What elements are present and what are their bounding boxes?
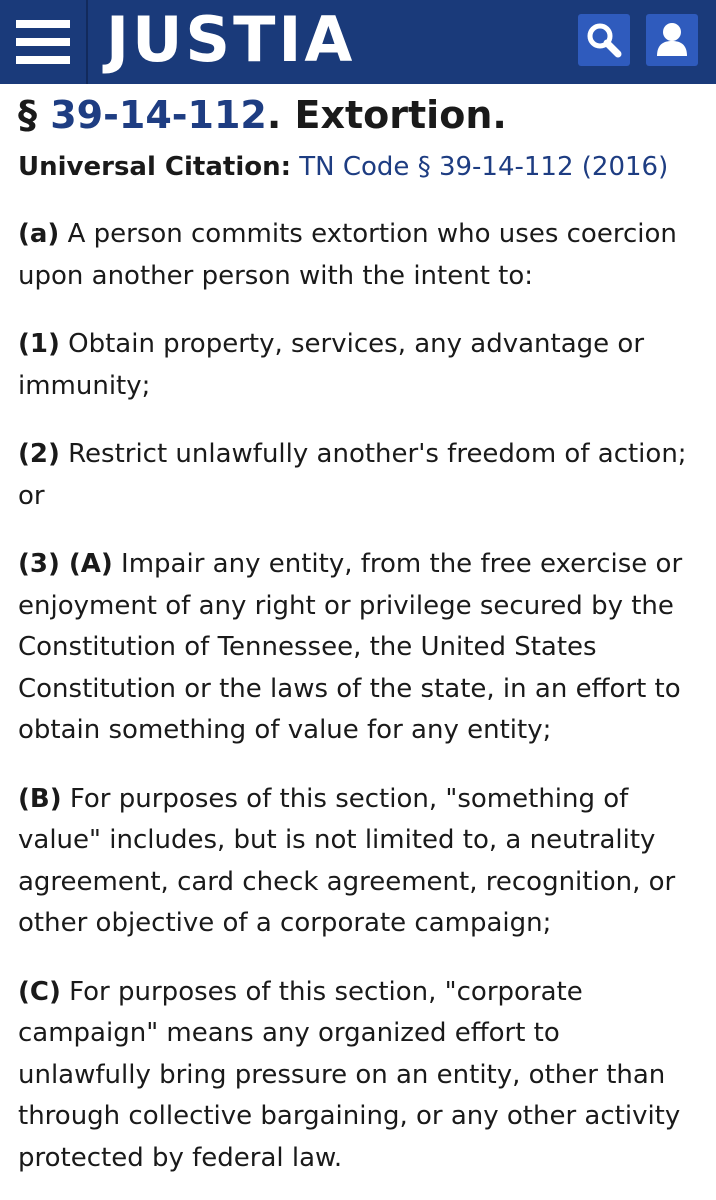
- paragraph-marker: (2): [18, 439, 60, 469]
- paragraph-marker: (C): [18, 976, 61, 1007]
- hamburger-menu-icon: [16, 20, 70, 28]
- paragraph-text: Obtain property, services, any advantage or immunity;: [18, 329, 645, 401]
- hamburger-menu-icon: [16, 38, 70, 46]
- paragraph-1: [18, 324, 698, 407]
- paragraph-marker: (1): [18, 329, 60, 359]
- paragraph-text: A person commits extortion who uses coercion upon another person with the intent to:: [18, 219, 677, 291]
- paragraph-a: [18, 214, 698, 297]
- universal-citation: [18, 146, 698, 188]
- search-button[interactable]: [578, 14, 630, 66]
- citation-link[interactable]: TN Code § 39-14-112 (2016): [299, 152, 669, 182]
- menu-button[interactable]: [0, 0, 88, 84]
- hamburger-menu-icon: [16, 56, 70, 64]
- paragraph-marker: (B): [18, 783, 62, 814]
- paragraph-2: [18, 434, 698, 517]
- section-number-link[interactable]: 39-14-112: [50, 93, 267, 137]
- page-title: [18, 84, 698, 146]
- paragraph-marker: (3) (A): [18, 549, 113, 579]
- section-symbol: §: [18, 93, 37, 137]
- search-icon: [578, 14, 630, 66]
- citation-label: Universal Citation:: [18, 152, 291, 182]
- paragraph-b: [18, 779, 698, 945]
- paragraph-3a: [18, 544, 698, 752]
- user-account-button[interactable]: [646, 14, 698, 66]
- user-icon: [646, 14, 698, 66]
- paragraph-text: For purposes of this section, "something of value" includes, but is not limited to, a neutrality agreement, card check agreement, recognition, or other objective of a corporate campaign;: [18, 783, 676, 938]
- paragraph-text: Impair any entity, from the free exercise or enjoyment of any right or privilege secured by the Constitution of Tennessee, the United States Constitution or the laws of the state, in an effort to obtain something of value for any entity;: [18, 549, 683, 745]
- statute-content: [18, 84, 698, 1179]
- paragraph-marker: (a): [18, 219, 60, 249]
- site-header: [0, 0, 716, 84]
- justia-logo[interactable]: JUSTIA: [106, 3, 356, 76]
- paragraph-text: Restrict unlawfully another's freedom of action; or: [18, 439, 687, 511]
- paragraph-c: [18, 972, 698, 1180]
- paragraph-text: For purposes of this section, "corporate campaign" means any organized effort to unlawfully bring pressure on an entity, other than through collective bargaining, or any other activity protected by federal law.: [18, 976, 681, 1173]
- section-heading: . Extortion.: [266, 93, 507, 137]
